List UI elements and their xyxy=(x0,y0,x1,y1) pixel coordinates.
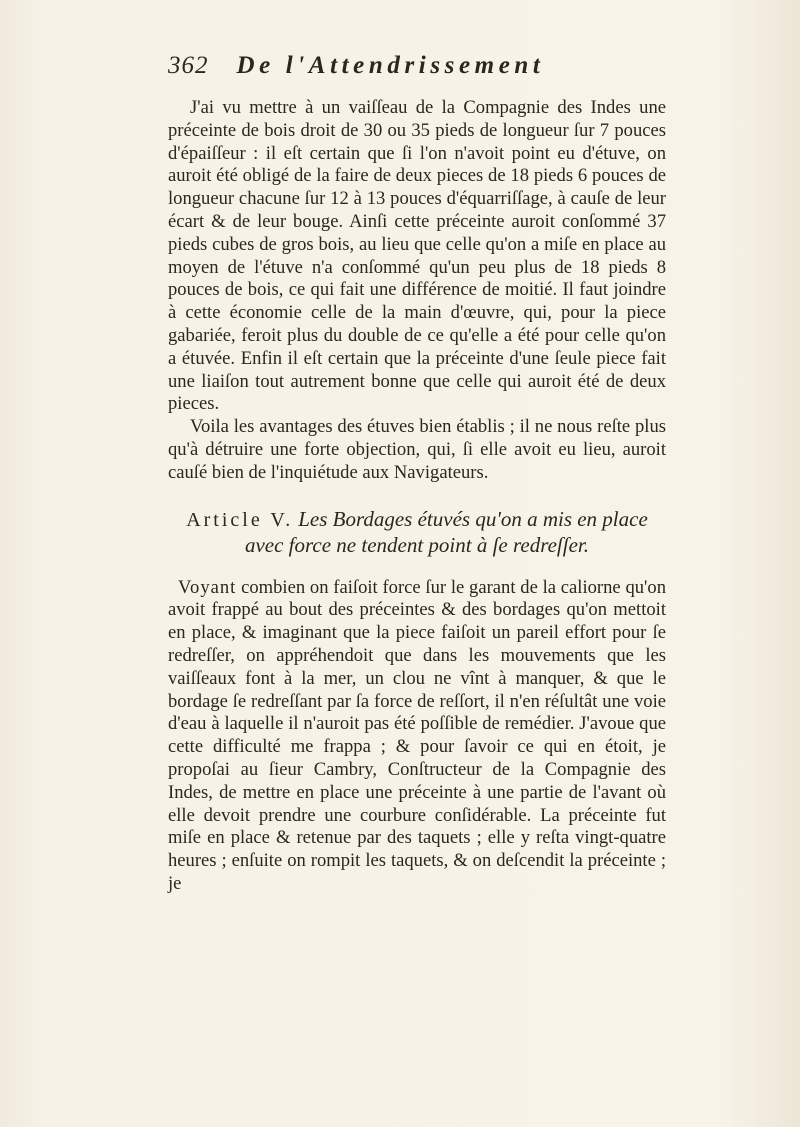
page-number: 362 xyxy=(168,52,209,79)
paragraph-text: combien on faiſoit force ſur le garant de la caliorne qu'on avoit frappé au bout des préceintes & des bordages qu'on mettoit en place, & imaginant que la piece faiſoit un pareil effort pour ſe redreſſer, on appréhendoit que dans les mouvements que les vaiſſeaux font à la mer, un clou ne vînt à manquer, & que le bordage ſe redreſſant par ſa force de reſſort, il n'en réſultât une voie d'eau à laquelle il n'auroit pas été poſſible de remédier. J'avoue que cette difficulté me frappa ; & pour ſavoir ce qui en étoit, je propoſai au ſieur Cambry, Conſtructeur de la Compagnie des Indes, de mettre en place une préceinte à une partie de l'avant où elle devoit prendre une courbure conſidérable. La préceinte fut miſe en place & retenue par des taquets ; elle y reſta vingt-quatre heures ; enſuite on rompit les taquets, & on deſcendit la préceinte ; je xyxy=(168,576,666,894)
article-title: Les Bordages étuvés qu'on a mis en place avec force ne tendent point à ſe redreſſer. xyxy=(244,506,648,557)
paragraph: Voila les avantages des étuves bien établis ; il ne nous reſte plus qu'à détruire une forte objection, qui, ſi elle avoit eu lieu, auroit cauſé bien de l'inquiétude aux Navigateurs. xyxy=(168,416,666,483)
body-text xyxy=(168,97,666,896)
running-head: De l'Attendrissement xyxy=(236,52,545,79)
paragraph-lead: Voyant xyxy=(178,576,237,598)
article-heading xyxy=(168,507,666,559)
paragraph xyxy=(168,577,666,896)
paragraph: J'ai vu mettre à un vaiſſeau de la Compagnie des Indes une préceinte de bois droit de 30 ou 35 pieds de longueur ſur 7 pouces d'épaiſſeur : il eſt certain que ſi l'on n'avoit point eu d'étuve, on auroit été obligé de la faire de deux pieces de 18 pieds 6 pouces de longueur chacune ſur 12 à 13 pouces d'équarriſſage, à cauſe de leur écart & de leur bouge. Ainſi cette préceinte auroit conſommé 37 pieds cubes de gros bois, au lieu que celle qu'on a miſe en place au moyen de l'étuve n'a conſommé qu'un peu plus de 18 pieds 8 pouces de bois, ce qui fait une différence de moitié. Il faut joindre à cette économie celle de la main d'œuvre, qui, pour la piece gabariée, feroit plus du double de ce qu'elle a été pour celle qu'on a étuvée. Enfin il eſt certain que la préceinte d'une ſeule piece fait une liaiſon tout autrement bonne que celle qui auroit été de deux pieces. xyxy=(168,97,666,415)
article-label: Article V. xyxy=(186,508,294,531)
page-header xyxy=(168,52,668,92)
